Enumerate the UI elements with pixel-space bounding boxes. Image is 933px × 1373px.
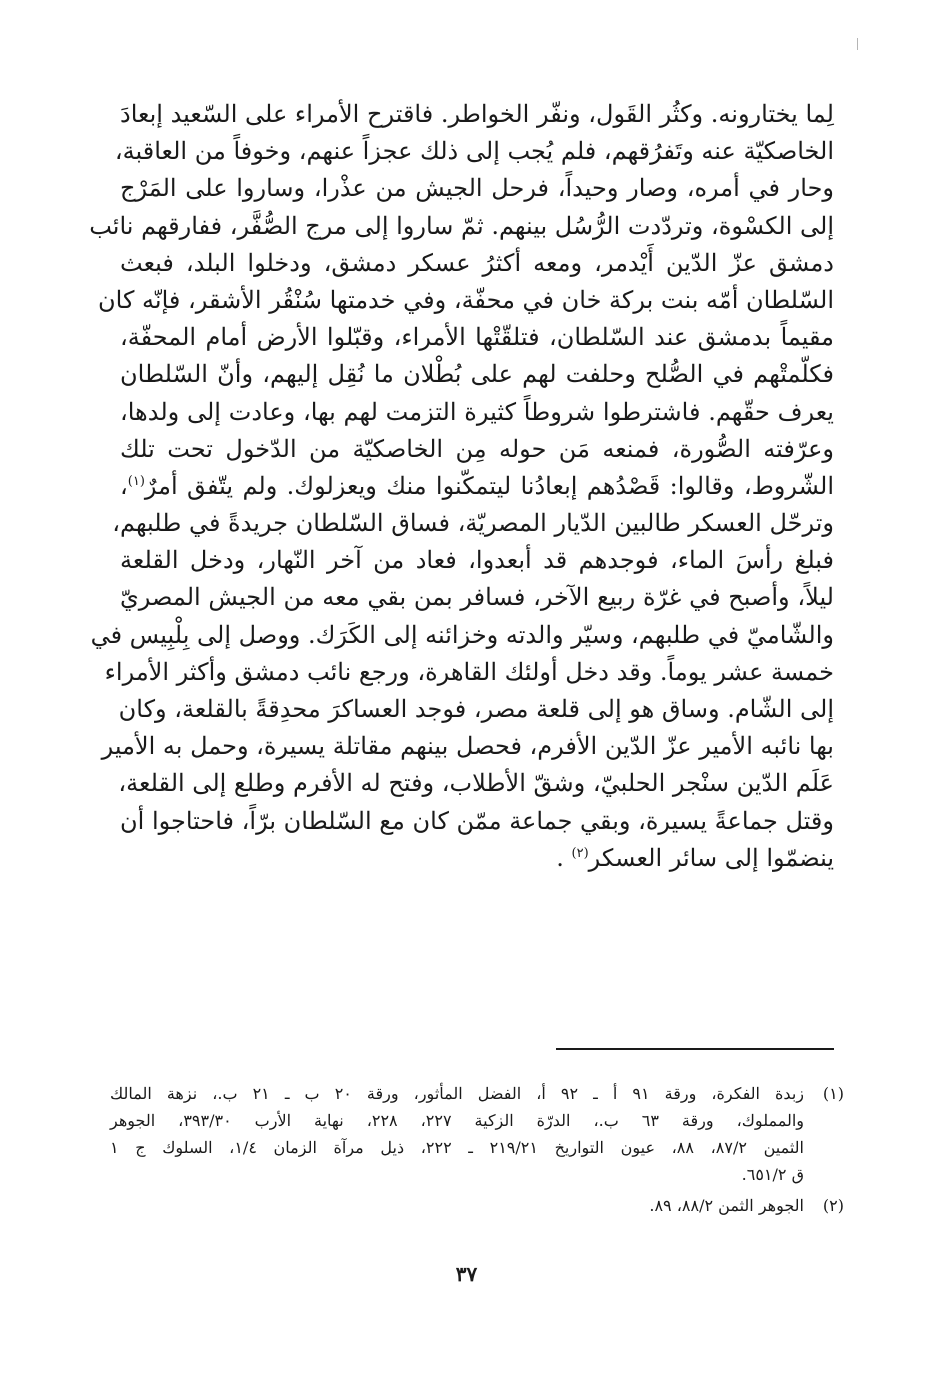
punctuation: ، <box>120 471 128 500</box>
text-line: يعرف حقّهم. فاشترطوا شروطاً كثيرة التزمت لهم بها، وعادت إلى ولدها، <box>120 397 834 426</box>
footnote-line: زبدة الفكرة، ورقة ٩١ أ ـ ٩٢ أ، الفضل المأثور، ورقة ٢٠ ب ـ ٢١ ب.، نزهة المالك <box>110 1084 805 1103</box>
text-line: دمشق عزّ الدّين أَيْدمر، ومعه أكثرُ عسكر دمشق، ودخلوا البلد، فبعث <box>120 248 834 277</box>
text-line: خمسة عشر يوماً. وقد دخل أولئك القاهرة، ورجع نائب دمشق وأكثر الأمراء <box>104 657 834 686</box>
text-segment: ينضمّوا إلى سائر العسكر <box>588 843 834 872</box>
text-line: وعرّفته الصُّورة، فمنعه مَن حوله مِن الخاصكيّة من الدّخول تحت تلك <box>120 434 834 463</box>
footnote-line: الجوهر الثمن ٨٨/٢، ٨٩. <box>649 1196 804 1215</box>
footnote-line: ق ٦٥١/٢. <box>741 1165 804 1184</box>
footnote-1 <box>110 1080 844 1188</box>
text-line: وحار في أمره، وصار وحيداً، فرحل الجيش من عذْرا، وساروا على المَرْج <box>120 174 834 203</box>
footnote-line: والمملوك، ورقة ٦٣ ب.، الدرّة الزكية ٢٢٧، ٢٢٨، نهاية الأرب ٣٩٣/٣٠، الجوهر <box>110 1111 805 1130</box>
footnote-number: (١) <box>822 1084 844 1103</box>
text-line: فبلغ رأسَ الماء، فوجدهم قد أبعدوا، فعاد من آخر النّهار، ودخل القلعة <box>120 546 834 575</box>
footnote-number: (٢) <box>822 1196 844 1215</box>
text-line: عَلَم الدّين سنْجر الحلبيّ، وشقّ الأطلاب، وفتح له الأفرم وطلع إلى القلعة، <box>118 769 834 798</box>
main-text <box>89 96 834 877</box>
punctuation: . <box>556 843 564 872</box>
text-line: ليلاً، وأصبح في غرّة ربيع الآخر، فسافر بمن بقي معه من الجيش المصريّ <box>120 583 834 612</box>
footnote-line: الثمين ٨٧/٢، ٨٨، عيون التواريخ ٢١٩/٢١ ـ ٢٢٢، ذيل مرآة الزمان ١/٤، السلوك ج ١ <box>110 1138 804 1157</box>
text-line: الخاصكيّة عنه وتَفرُقهم، فلم يُجب إلى ذلك عجزاً عنهم، وخوفاً من العاقبة، <box>114 137 834 166</box>
footnote-ref-1: (١) <box>127 473 145 489</box>
text-line: وترحّل العسكر طالبين الدّيار المصريّة، فساق السّلطان جريدةً في طلبهم، <box>112 509 834 538</box>
text-line: مقيماً بدمشق عند السّلطان، فتلقّتْها الأمراء، وقبّلوا الأرض أمام المحفّة، <box>120 323 834 352</box>
text-line-with-footnote-1 <box>120 468 834 505</box>
page-edge-mark <box>857 38 858 50</box>
text-line: فكلّمتْهم في الصُّلح وحلفت لهم على بُطْلان ما نُقِل إليهم، وأنّ السّلطان <box>120 360 834 389</box>
text-segment: الشّروط، وقالوا: قَصْدُهم إبعادُنا ليتمكّنوا منك ويعزلوك. ولم يتّفق أمرٌ <box>144 471 834 500</box>
footnotes <box>110 1080 844 1219</box>
footnote-text <box>110 1192 804 1219</box>
footnote-2 <box>110 1192 844 1219</box>
text-line: بها نائبه الأمير عزّ الدّين الأفرم، فحصل بينهم مقاتلة يسيرة، وحمل به الأمير <box>101 732 834 761</box>
text-line: والشّاميّ في طلبهم، وسيّر والدته وخزائنه إلى الكَرَك. ووصل إلى بِلْبِيس في <box>90 620 834 649</box>
text-line-with-footnote-2 <box>120 840 834 877</box>
text-line: لِما يختارونه. وكثُر القَول، ونفّر الخواطر. فاقترح الأمراء على السّعيد إبعادَ <box>120 100 834 128</box>
footnote-separator <box>556 1048 834 1050</box>
footnote-ref-2: (٢) <box>571 845 589 861</box>
text-line: إلى الكسْوة، وتردّدت الرُّسُل بينهم. ثمّ ساروا إلى مرج الصُّفَّر، ففارقهم نائب <box>89 211 834 240</box>
text-line: إلى الشّام. وساق هو إلى قلعة مصر، فوجد العساكرَ محدِقةً بالقلعة، وكان <box>118 695 834 723</box>
page-number: ٣٧ <box>455 1262 478 1286</box>
text-line: السّلطان أمّه بنت بركة خان في محفّة، وفي خدمتها سُنْقُر الأشقر، فإنّه كان <box>98 285 834 314</box>
footnote-text <box>110 1080 804 1188</box>
text-line: وقتل جماعةً يسيرة، وبقي جماعة ممّن كان مع السّلطان برّاً، فاحتاجوا أن <box>120 806 834 835</box>
